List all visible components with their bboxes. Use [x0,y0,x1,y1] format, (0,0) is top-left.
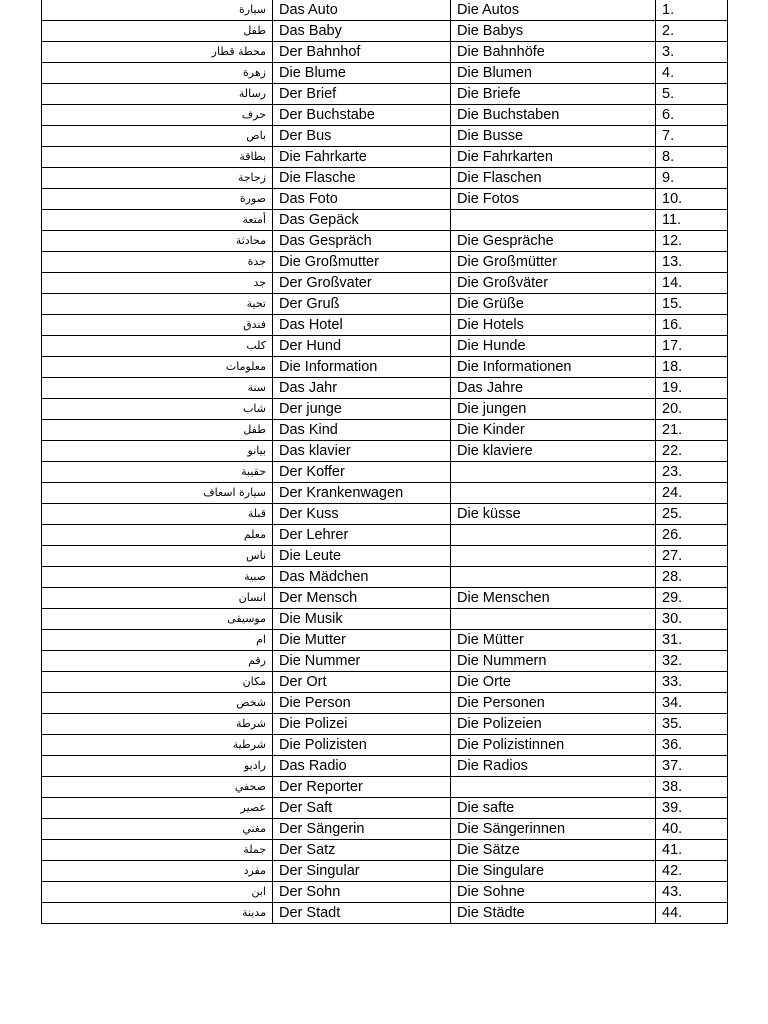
german-plural-cell: Die Städte [451,903,656,924]
arabic-word-cell [42,756,273,777]
row-number-cell: 37. [656,756,728,777]
arabic-word-text: جملة [243,843,266,856]
arabic-word-cell [42,168,273,189]
row-number-cell: 28. [656,567,728,588]
german-plural-cell: Die Buchstaben [451,105,656,126]
german-plural-cell: Die Grüße [451,294,656,315]
german-singular-cell: Die Polizei [273,714,451,735]
row-number-cell: 32. [656,651,728,672]
table-row [42,651,728,672]
arabic-word-cell [42,861,273,882]
arabic-word-cell [42,42,273,63]
arabic-word-cell [42,231,273,252]
german-plural-cell: Die Polizistinnen [451,735,656,756]
arabic-word-cell [42,294,273,315]
row-number-cell: 24. [656,483,728,504]
row-number-cell: 25. [656,504,728,525]
table-row [42,273,728,294]
row-number-cell: 35. [656,714,728,735]
german-plural-cell: Die Mütter [451,630,656,651]
arabic-word-text: بيانو [247,444,266,457]
row-number-cell: 11. [656,210,728,231]
german-plural-cell: Die Babys [451,21,656,42]
table-row [42,819,728,840]
table-row [42,903,728,924]
table-row [42,168,728,189]
arabic-word-text: صورة [239,192,266,205]
arabic-word-cell [42,252,273,273]
german-plural-cell: Die Singulare [451,861,656,882]
arabic-word-text: شاب [243,402,266,415]
arabic-word-cell [42,63,273,84]
arabic-word-cell [42,504,273,525]
table-row [42,126,728,147]
arabic-word-cell [42,105,273,126]
arabic-word-text: رقم [248,654,266,667]
german-singular-cell: Die Fahrkarte [273,147,451,168]
row-number-cell: 26. [656,525,728,546]
german-plural-cell: Die Sängerinnen [451,819,656,840]
german-singular-cell: Der Ort [273,672,451,693]
german-singular-cell: Der Saft [273,798,451,819]
german-singular-cell: Der Brief [273,84,451,105]
table-row [42,84,728,105]
german-plural-cell [451,483,656,504]
german-plural-cell: Die Sohne [451,882,656,903]
arabic-word-text: عصير [240,801,266,814]
arabic-word-text: تحية [246,297,266,310]
german-singular-cell: Das klavier [273,441,451,462]
arabic-word-cell [42,0,273,21]
german-singular-cell: Der Lehrer [273,525,451,546]
arabic-word-text: ام [256,633,266,646]
table-row [42,777,728,798]
row-number-cell: 17. [656,336,728,357]
table-row [42,693,728,714]
row-number-cell: 1. [656,0,728,21]
row-number-cell: 3. [656,42,728,63]
german-singular-cell: Das Mädchen [273,567,451,588]
arabic-word-text: سيارة اسعاف [203,486,266,499]
arabic-word-cell [42,546,273,567]
arabic-word-text: مغني [242,822,266,835]
german-plural-cell: Die Blumen [451,63,656,84]
german-plural-cell: Das Jahre [451,378,656,399]
german-singular-cell: Die Information [273,357,451,378]
german-plural-cell [451,546,656,567]
arabic-word-text: طفل [243,423,266,436]
german-singular-cell: Der Sängerin [273,819,451,840]
german-singular-cell: Das Jahr [273,378,451,399]
german-singular-cell: Das Foto [273,189,451,210]
german-singular-cell: Der Hund [273,336,451,357]
table-row [42,798,728,819]
arabic-word-text: سنة [247,381,266,394]
german-plural-cell: Die Polizeien [451,714,656,735]
arabic-word-cell [42,126,273,147]
german-plural-cell [451,777,656,798]
table-row [42,588,728,609]
table-row [42,147,728,168]
arabic-word-text: ناس [246,549,266,562]
german-plural-cell: Die Personen [451,693,656,714]
arabic-word-text: معلم [243,528,266,541]
arabic-word-cell [42,735,273,756]
arabic-word-cell [42,819,273,840]
arabic-word-text: طفل [243,24,266,37]
arabic-word-cell [42,525,273,546]
row-number-cell: 20. [656,399,728,420]
arabic-word-cell [42,462,273,483]
german-plural-cell: Die Bahnhöfe [451,42,656,63]
german-singular-cell: Die Musik [273,609,451,630]
german-plural-cell [451,609,656,630]
arabic-word-cell [42,84,273,105]
table-row [42,315,728,336]
table-row [42,735,728,756]
arabic-word-text: شخص [236,696,266,709]
arabic-word-text: راديو [243,759,266,772]
arabic-word-cell [42,315,273,336]
arabic-word-cell [42,840,273,861]
row-number-cell: 41. [656,840,728,861]
row-number-cell: 14. [656,273,728,294]
arabic-word-text: بطاقة [239,150,266,163]
row-number-cell: 19. [656,378,728,399]
row-number-cell: 22. [656,441,728,462]
german-singular-cell: Das Hotel [273,315,451,336]
arabic-word-text: صحفي [234,780,266,793]
arabic-word-cell [42,798,273,819]
german-singular-cell: Die Polizisten [273,735,451,756]
arabic-word-cell [42,693,273,714]
table-row [42,441,728,462]
table-row [42,420,728,441]
arabic-word-text: مدينة [242,906,266,919]
row-number-cell: 7. [656,126,728,147]
german-plural-cell: Die Radios [451,756,656,777]
german-plural-cell: Die Großväter [451,273,656,294]
table-row [42,357,728,378]
arabic-word-text: أمتعة [242,213,266,226]
german-singular-cell: Der Mensch [273,588,451,609]
german-plural-cell [451,525,656,546]
row-number-cell: 43. [656,882,728,903]
table-row [42,546,728,567]
vocabulary-table [41,0,728,924]
german-singular-cell: Der Krankenwagen [273,483,451,504]
table-row [42,378,728,399]
table-row [42,105,728,126]
german-singular-cell: Der Sohn [273,882,451,903]
row-number-cell: 29. [656,588,728,609]
german-plural-cell: Die Kinder [451,420,656,441]
table-row [42,189,728,210]
arabic-word-cell [42,714,273,735]
arabic-word-cell [42,777,273,798]
arabic-word-cell [42,483,273,504]
arabic-word-text: جد [253,276,266,289]
arabic-word-cell [42,420,273,441]
table-row [42,861,728,882]
german-singular-cell: Der Buchstabe [273,105,451,126]
row-number-cell: 42. [656,861,728,882]
vocabulary-table-body [42,0,728,924]
arabic-word-text: جدة [247,255,266,268]
row-number-cell: 21. [656,420,728,441]
arabic-word-text: انسان [238,591,266,604]
row-number-cell: 39. [656,798,728,819]
german-singular-cell: Das Baby [273,21,451,42]
row-number-cell: 38. [656,777,728,798]
arabic-word-text: شرطة [236,717,266,730]
german-singular-cell: Das Auto [273,0,451,21]
arabic-word-cell [42,567,273,588]
arabic-word-text: كلب [246,339,266,352]
arabic-word-text: فندق [243,318,266,331]
german-singular-cell: Der Singular [273,861,451,882]
table-row [42,21,728,42]
arabic-word-text: ابن [251,885,266,898]
arabic-word-cell [42,441,273,462]
row-number-cell: 4. [656,63,728,84]
arabic-word-text: صبية [244,570,266,583]
row-number-cell: 8. [656,147,728,168]
arabic-word-text: حرف [241,108,266,121]
table-row [42,252,728,273]
table-row [42,63,728,84]
table-row [42,672,728,693]
arabic-word-cell [42,189,273,210]
arabic-word-cell [42,672,273,693]
arabic-word-cell [42,147,273,168]
german-plural-cell: Die Menschen [451,588,656,609]
arabic-word-text: باص [246,129,266,142]
row-number-cell: 16. [656,315,728,336]
arabic-word-text: قبلة [247,507,266,520]
table-row [42,0,728,21]
table-row [42,42,728,63]
german-singular-cell: Der Großvater [273,273,451,294]
row-number-cell: 10. [656,189,728,210]
german-singular-cell: Die Flasche [273,168,451,189]
arabic-word-text: سيارة [239,3,266,16]
german-singular-cell: Die Großmutter [273,252,451,273]
german-plural-cell: Die Fotos [451,189,656,210]
arabic-word-cell [42,882,273,903]
german-plural-cell: Die Hunde [451,336,656,357]
table-row [42,630,728,651]
arabic-word-cell [42,399,273,420]
row-number-cell: 12. [656,231,728,252]
german-plural-cell: Die Busse [451,126,656,147]
german-plural-cell: Die Flaschen [451,168,656,189]
arabic-word-text: محطة قطار [211,45,266,58]
german-singular-cell: Die Nummer [273,651,451,672]
arabic-word-text: موسيقى [227,612,266,625]
arabic-word-cell [42,630,273,651]
arabic-word-text: مكان [242,675,266,688]
table-row [42,483,728,504]
german-plural-cell [451,567,656,588]
arabic-word-cell [42,588,273,609]
german-plural-cell [451,462,656,483]
arabic-word-cell [42,651,273,672]
row-number-cell: 31. [656,630,728,651]
german-singular-cell: Die Leute [273,546,451,567]
row-number-cell: 40. [656,819,728,840]
german-singular-cell: Das Gespräch [273,231,451,252]
table-row [42,714,728,735]
table-row [42,504,728,525]
table-row [42,756,728,777]
arabic-word-text: معلومات [225,360,266,373]
table-row [42,210,728,231]
german-plural-cell: Die Orte [451,672,656,693]
arabic-word-cell [42,336,273,357]
table-row [42,399,728,420]
german-plural-cell: Die Informationen [451,357,656,378]
row-number-cell: 2. [656,21,728,42]
german-singular-cell: Der Koffer [273,462,451,483]
german-plural-cell: Die Gespräche [451,231,656,252]
row-number-cell: 9. [656,168,728,189]
row-number-cell: 34. [656,693,728,714]
arabic-word-cell [42,378,273,399]
row-number-cell: 44. [656,903,728,924]
german-singular-cell: Der Reporter [273,777,451,798]
arabic-word-cell [42,609,273,630]
german-singular-cell: Der Stadt [273,903,451,924]
german-singular-cell: Der Bahnhof [273,42,451,63]
row-number-cell: 36. [656,735,728,756]
row-number-cell: 23. [656,462,728,483]
arabic-word-cell [42,903,273,924]
german-singular-cell: Die Blume [273,63,451,84]
arabic-word-text: حقيبة [241,465,266,478]
arabic-word-text: زجاجة [237,171,266,184]
arabic-word-text: شرطية [232,738,266,751]
german-plural-cell: Die Großmütter [451,252,656,273]
german-singular-cell: Der Satz [273,840,451,861]
german-plural-cell: Die safte [451,798,656,819]
arabic-word-cell [42,273,273,294]
german-plural-cell: Die jungen [451,399,656,420]
table-row [42,231,728,252]
row-number-cell: 27. [656,546,728,567]
german-plural-cell [451,210,656,231]
german-singular-cell: Der Kuss [273,504,451,525]
table-row [42,294,728,315]
arabic-word-text: رسالة [238,87,266,100]
table-row [42,609,728,630]
german-singular-cell: Das Radio [273,756,451,777]
table-row [42,567,728,588]
arabic-word-cell [42,357,273,378]
arabic-word-text: مفرد [243,864,266,877]
row-number-cell: 5. [656,84,728,105]
row-number-cell: 6. [656,105,728,126]
german-singular-cell: Die Person [273,693,451,714]
german-singular-cell: Die Mutter [273,630,451,651]
german-plural-cell: Die Nummern [451,651,656,672]
arabic-word-cell [42,21,273,42]
german-singular-cell: Das Gepäck [273,210,451,231]
german-plural-cell: Die Fahrkarten [451,147,656,168]
arabic-word-cell [42,210,273,231]
row-number-cell: 13. [656,252,728,273]
arabic-word-text: زهرة [243,66,266,79]
row-number-cell: 15. [656,294,728,315]
german-plural-cell: Die Hotels [451,315,656,336]
arabic-word-text: محادثة [235,234,266,247]
table-row [42,525,728,546]
row-number-cell: 33. [656,672,728,693]
german-singular-cell: Das Kind [273,420,451,441]
german-singular-cell: Der Gruß [273,294,451,315]
row-number-cell: 18. [656,357,728,378]
table-row [42,462,728,483]
german-plural-cell: Die Briefe [451,84,656,105]
row-number-cell: 30. [656,609,728,630]
german-singular-cell: Der Bus [273,126,451,147]
german-plural-cell: Die Autos [451,0,656,21]
german-plural-cell: Die Sätze [451,840,656,861]
german-plural-cell: Die küsse [451,504,656,525]
table-row [42,336,728,357]
table-row [42,882,728,903]
table-row [42,840,728,861]
german-plural-cell: Die klaviere [451,441,656,462]
german-singular-cell: Der junge [273,399,451,420]
